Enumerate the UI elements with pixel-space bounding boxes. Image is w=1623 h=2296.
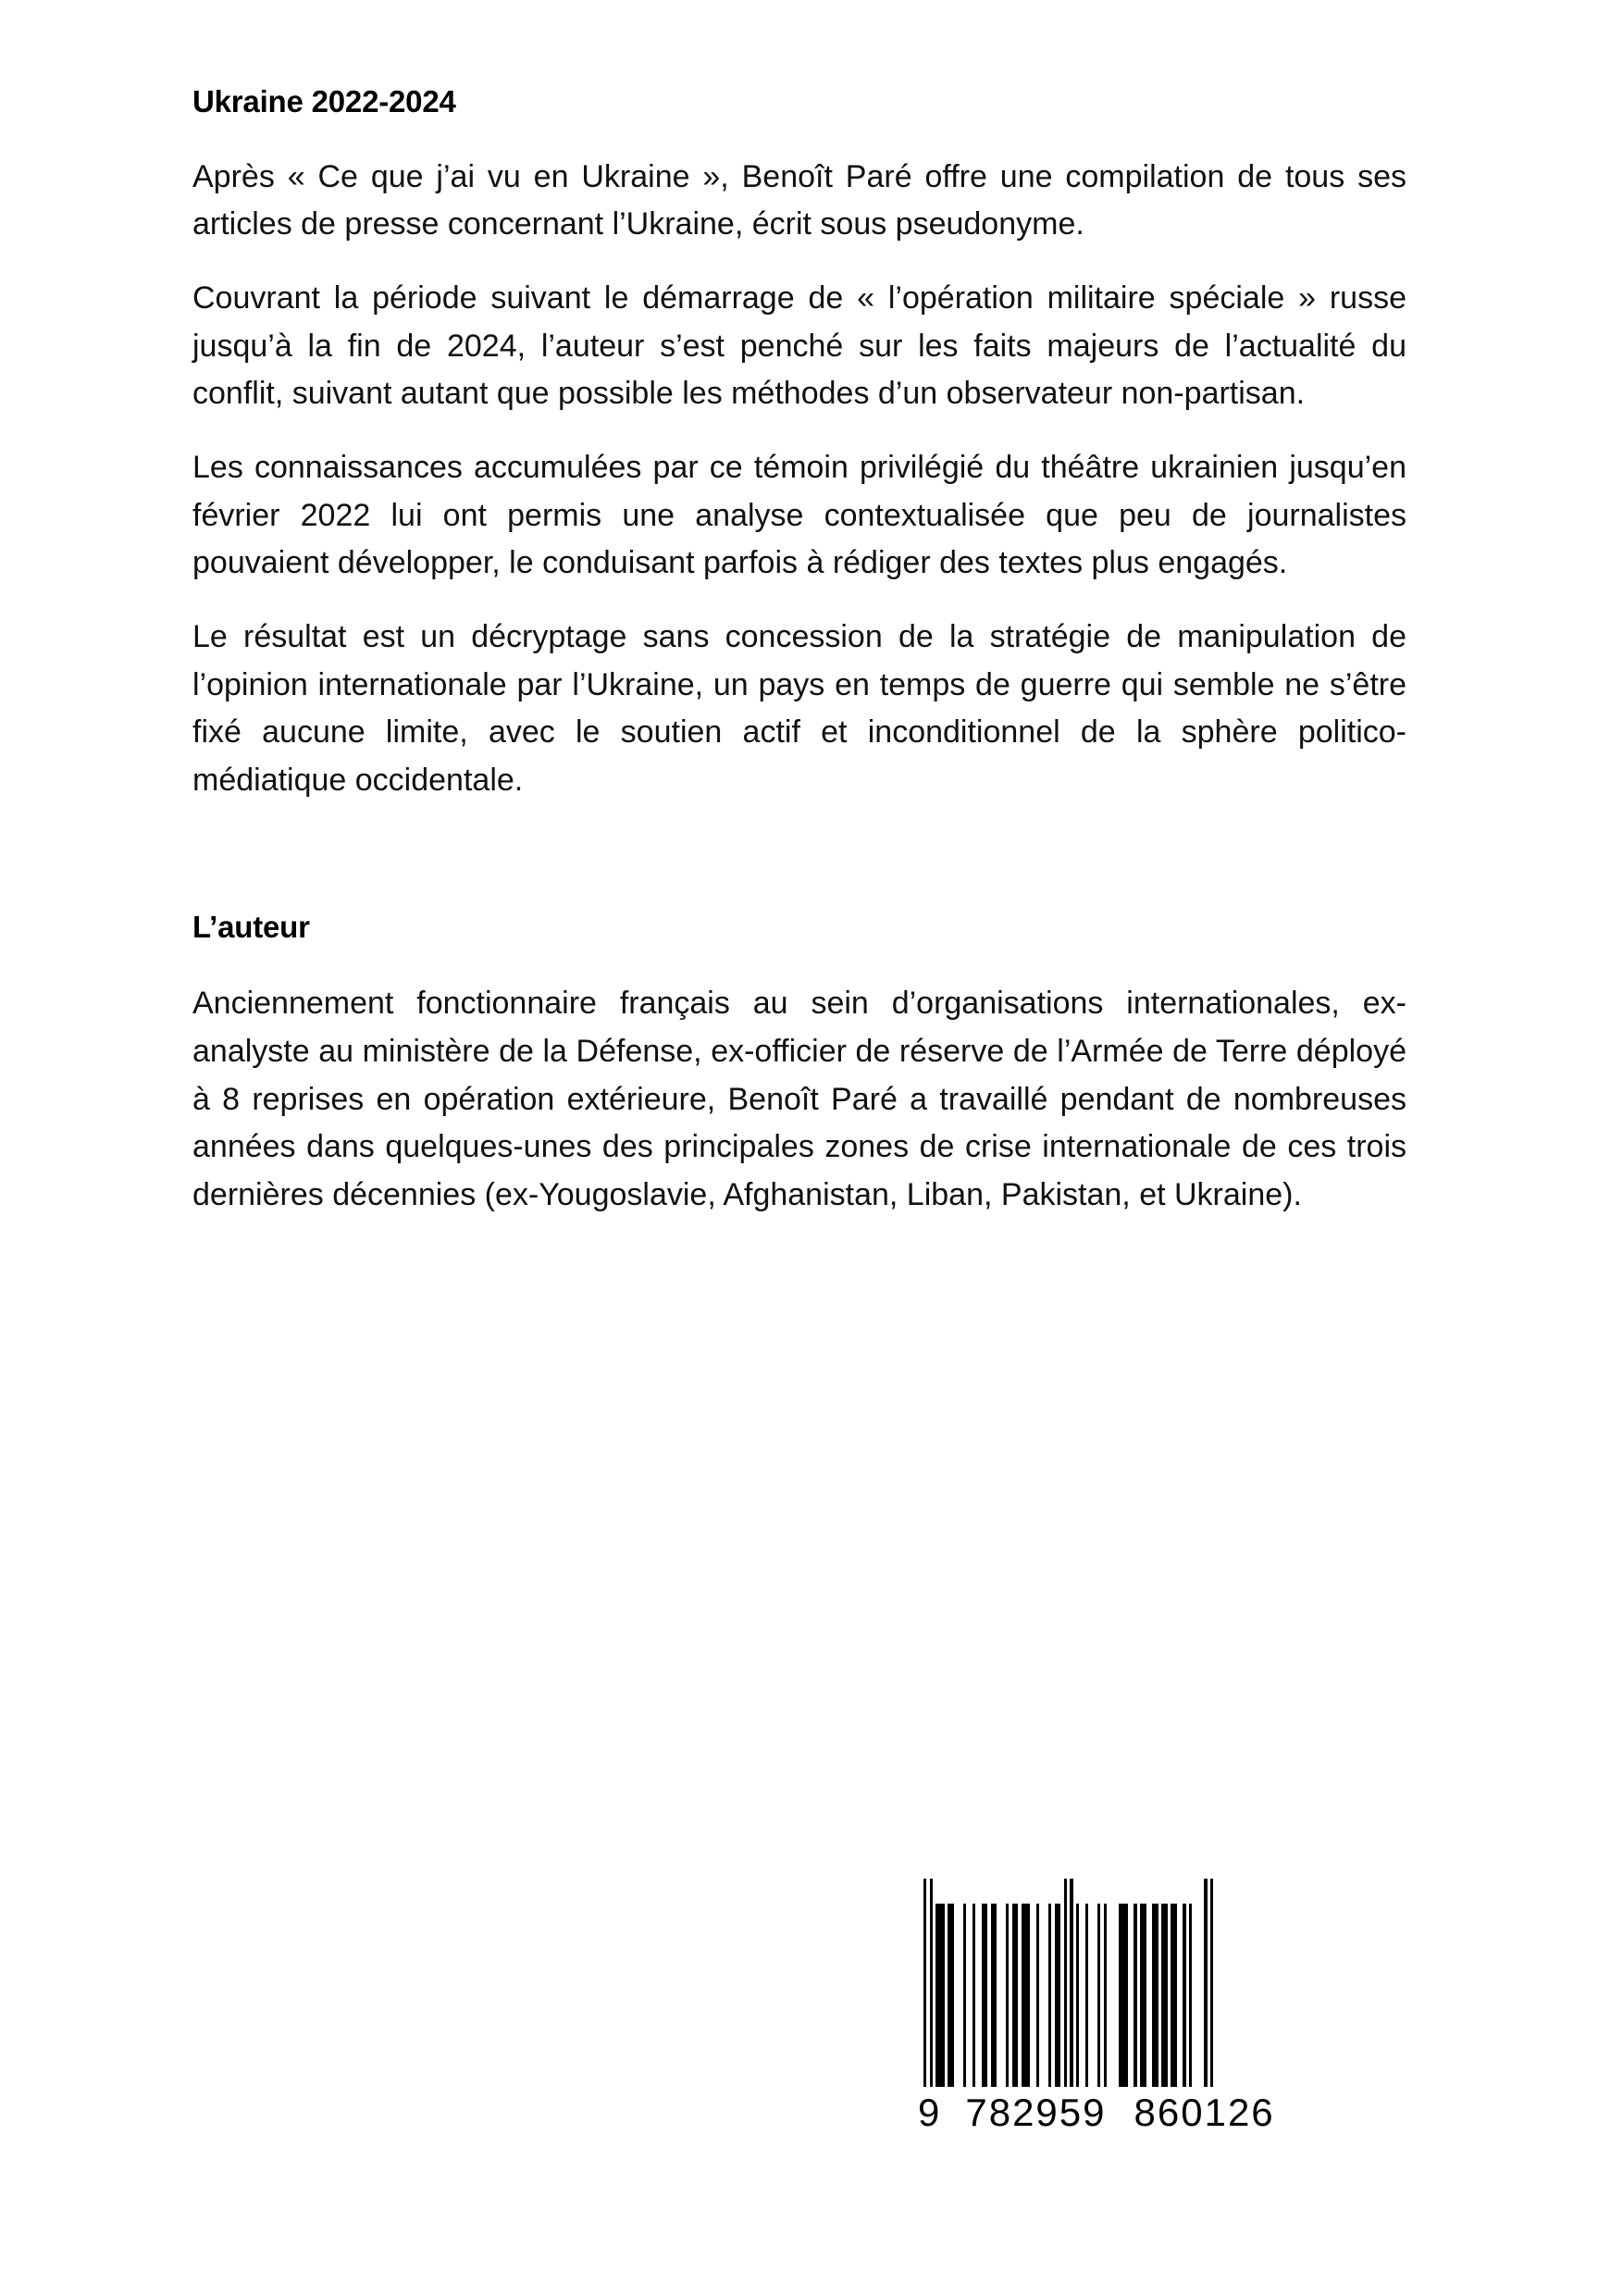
author-heading: L’auteur [192, 909, 310, 944]
barcode-digit-first: 9 [918, 2091, 942, 2134]
blurb-paragraph-1: Après « Ce que j’ai vu en Ukraine », Benoît Paré offre une compilation de tous ses articles de presse concernant l’Ukraine, écrit sous pseudonyme. [192, 158, 1406, 242]
blurb-paragraph-3: Les connaissances accumulées par ce témoin privilégié du théâtre ukrainien jusqu’en février 2022 lui ont permis une analyse contextualisée que peu de journalistes pouvaient développer, le conduisant parfois à rédiger des textes plus engagés. [192, 449, 1406, 581]
isbn-barcode [914, 1879, 1377, 2135]
book-title: Ukraine 2022-2024 [192, 84, 456, 118]
barcode-digit-group-right: 860126 [1134, 2091, 1275, 2134]
author-paragraph-1: Anciennement fonctionnaire français au sein d’organisations internationales, ex-analyste au ministère de la Défense, ex-officier de réserve de l’Armée de Terre déployé à 8 reprises en opération extérieure, Benoît Paré a travaillé pendant de nombreuses années dans quelques-unes des principales zones de crise internationale de ces trois dernières décennies (ex-Yougoslavie, Afghanistan, Liban, Pakistan, et Ukraine). [192, 986, 1406, 1212]
text-content [192, 83, 1406, 1220]
blurb-paragraph-4: Le résultat est un décryptage sans concession de la stratégie de manipulation de l’opinion internationale par l’Ukraine, un pays en temps de guerre qui semble ne s’être fixé aucune limite, avec le soutien actif et inconditionnel de la sphère politico-médiatique occidentale. [192, 618, 1406, 798]
barcode-bars [914, 1879, 1377, 2087]
author-section [192, 909, 1406, 1220]
barcode-digits [914, 2091, 1377, 2135]
blurb-paragraph-2: Couvrant la période suivant le démarrage de « l’opération militaire spéciale » russe jusqu’à la fin de 2024, l’auteur s’est penché sur les faits majeurs de l’actualité du conflit, suivant autant que possible les méthodes d’un observateur non-partisan. [192, 279, 1406, 412]
barcode-digit-group-left: 782959 [965, 2091, 1107, 2134]
